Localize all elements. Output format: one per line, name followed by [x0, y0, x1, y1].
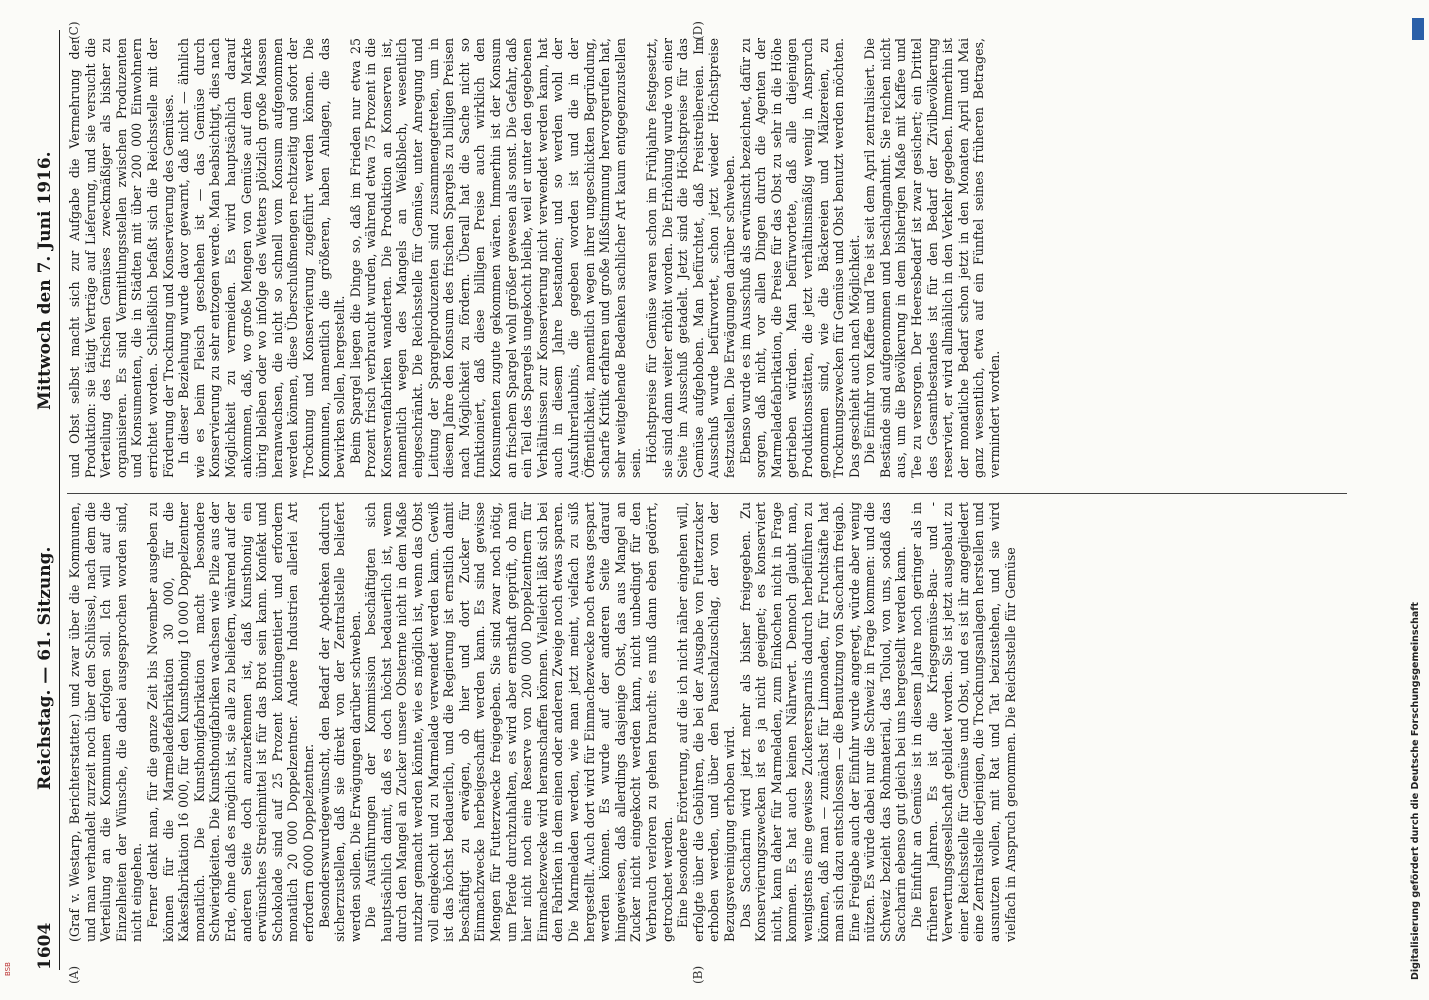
margin-marker-a: (A)	[67, 965, 81, 984]
margin-marker-d: (D)	[691, 21, 705, 40]
paragraph: Die Ausführungen der Kommission beschäftigten sich hauptsächlich damit, daß es doch höchst bedauerlich ist, wenn durch den Mangel an Zucker unsere Obsternte nicht in dem Maße nutzbar gemacht werden könnte, wie es möglich ist, wenn das Obst voll eingekocht und zu Marmelade verwendet werden kann. Gewiß ist das höchst bedauerlich, und die Regierung ist ernstlich damit beschäftigt zu erwägen, ob hier und dort Zucker für Einmachzwecke herbeigeschafft werden kann. Es sind gewisse Mengen für Futterzwecke freigegeben. Sie sind zwar noch nötig, um Pferde durchzuhalten, es wird aber ernsthaft geprüft, ob man hier nicht noch eine Reserve von 200 000 Doppelzentnern für Einmachezwecke wird heranschaffen können. Vielleicht läßt sich bei den Fabriken in dem einen oder anderen Zweige noch etwas sparen. Die Marmeladen werden, wie man jetzt meint, vielfach zu süß hergestellt. Auch dort wird für Einmachezwecke noch etwas gespart werden können. Es wurde auf der anderen Seite darauf hingewiesen, daß allerdings dasjenige Obst, das aus Mangel an Zucker nicht eingekocht werden kann, nicht unbedingt für den Verbrauch verloren zu gehen braucht: es muß dann eben gedörrt, getrocknet werden.	[363, 502, 675, 942]
paragraph: Die Einfuhr von Kaffee und Tee ist seit dem April zentralisiert. Die Bestände sind aufgenommen und beschlagnahmt. Sie reichen nicht aus, um die Bevölkerung in dem bisherigen Maße mit Kaffee und Tee zu versorgen. Der Heeresbedarf ist zwar gesichert; ein Drittel des Gesamtbestandes ist für den Bedarf der Zivilbevölkerung reserviert, er wird allmählich in den Verkehr gegeben. Immerhin ist der monatliche Bedarf schon jetzt in den Monaten April und Mai ganz wesentlich, etwa auf ein Fünftel seines früheren Betrages, vermindert worden.	[862, 38, 1003, 478]
library-stamp: BSB	[4, 962, 12, 976]
paragraph: Besonderswurdegewünscht, den Bedarf der Apotheken dadurch sicherzustellen, daß sie direkt von der Zentralstelle beliefert werden sollen. Die Erwägungen darüber schweben.	[316, 502, 363, 942]
paragraph: Das Saccharin wird jetzt mehr als bisher freigegeben. Zu Konservierungszwecken ist es ja nicht geeignet; es konserviert nicht, kann daher für Marmeladen, zum Einkochen nicht in Frage kommen. Es hat auch keinen Nährwert. Dennoch glaubt man, wenigstens eine gewisse Zuckerersparnis dadurch herbeiführen zu können, daß man — zunächst für Limonaden, für Fruchtsäfte hat man sich dazu entschlossen — die Benutzung von Saccharin freigab. Eine Freigabe auch der Einfuhr wurde angeregt, würde aber wenig nützen. Es würde dabei nur die Schweiz in Frage kommen: und die Schweiz bezieht das Rohmaterial, das Toluol, von uns, sodaß das Saccharin ebenso gut gleich bei uns hergestellt werden kann.	[737, 502, 909, 942]
digitization-credit	[1410, 20, 1424, 980]
paragraph: Beim Spargel liegen die Dinge so, daß im Frieden nur etwa 25 Prozent frisch verbraucht wurden, während etwa 75 Prozent in die Konservenfabriken wanderten. Die Produktion an Konserven ist, namentlich wegen des Mangels an Weißblech, wesentlich eingeschränkt. Die Reichsstelle für Gemüse, unter Anregung und Leitung der Spargelproduzenten sind zusammengetreten, um in diesem Jahre den Konsum des frischen Spargels zu billigen Preisen nach Möglichkeit zu fördern. Überall hat die Sache nicht so funktioniert, daß diese billigen Preise auch wirklich den Konsumenten zugute gekommen wären. Immerhin ist der Konsum an frischem Spargel wohl größer gewesen als sonst. Die Gefahr, daß ein Teil des Spargels ungekocht bleibe, weil er unter den gegebenen Verhältnissen zur Konservierung nicht verwendet werden kann, hat auch in diesem Jahre bestanden; und so werden wohl der Ausfuhrerlaubnis, die gegeben worden ist und die in der Öffentlichkeit, namentlich wegen ihrer ungeschickten Begründung, scharfe Kritik erfahren und große Mißstimmung hervorgerufen hat, sehr weitgehende Bedenken sachlicher Art kaum entgegenzustellen sein.	[347, 38, 644, 478]
paragraph: und Obst selbst macht sich zur Aufgabe die Vermehrung der Produktion: sie tätigt Verträge auf Lieferung, und sie versucht die Verteilung des frischen Gemüses zweckmäßiger als bisher zu organisieren. Es sind Vermittlungsstellen zwischen Produzenten und Konsumenten, die in Städten mit über 200 000 Einwohnern errichtet worden. Schließlich befaßt sich die Reichsstelle mit der Förderung der Trocknung und Konservierung des Gemüses.	[67, 38, 176, 478]
paragraph: (Graf v. Westarp, Berichterstatter.) und zwar über die Kommunen, und man verhandelt zurzeit noch über den Schlüssel, nach dem die Verteilung an die Kommunen erfolgen soll. Ich will auf die Einzelheiten der Wünsche, die dabei ausgesprochen worden sind, nicht eingehen.	[67, 502, 145, 942]
left-column	[67, 502, 1347, 942]
paragraph: Ferner denkt man, für die ganze Zeit bis November ausgeben zu können für die Marmeladefabrikation 30 000, für die Kakesfabrikation 16 000, für den Kunsthonig 10 000 Doppelzentner monatlich. Die Kunsthonigfabrikation macht besondere Schwierigkeiten. Die Kunsthonigfabriken wachsen wie Pilze aus der Erde, ohne daß es möglich ist, sie alle zu beliefern, während auf der anderen Seite doch anzuerkennen ist, daß Kunsthonig ein erwünschtes Streichmittel ist für das Brot sein kann. Konfekt und Schokolade sind auf 25 Prozent kontingentiert und erfordern monatlich 20 000 Doppelzentner. Andere Industrien allerlei Art erfordern 6000 Doppelzentner.	[144, 502, 316, 942]
page-number: 1604	[35, 922, 55, 970]
column-divider	[67, 493, 1347, 494]
page-header	[33, 30, 60, 970]
credit-text: Digitalisierung gefördert durch die Deutsche Forschungsgemeinschaft	[1410, 602, 1421, 980]
rotated-page	[5, 10, 1365, 990]
paragraph: Eine besondere Erörterung, auf die ich nicht näher eingehen will, erfolgte über die Gebühren, die bei der Ausgabe von Futterzucker erhoben werden, und über den Pauschalzuschlag, der von der Bezugsvereinigung erhoben wird.	[675, 502, 737, 942]
right-column	[67, 38, 1347, 478]
paragraph: Höchstpreise für Gemüse waren schon im Frühjahre festgesetzt, sie sind dann weiter erhöht worden. Die Erhöhung wurde von einer Seite im Ausschuß getadelt. Jetzt sind die Höchstpreise für das Gemüse aufgehoben. Man befürchtet, daß Preistreibereien. Im Ausschuß wurde befürwortet, schon jetzt wieder Höchstpreise festzustellen. Die Erwägungen darüber schweben.	[643, 38, 737, 478]
session-date: Mittwoch den 7. Juni 1916.	[35, 151, 55, 410]
paragraph: Ebenso wurde es im Ausschuß als erwünscht bezeichnet, dafür zu sorgen, daß nicht, vor allen Dingen durch die Agenten der Marmeladefabrikation, die Preise für das Obst zu sehr in die Höhe getrieben würden. Man befürwortete, daß alle diejenigen Produktionsstätten, die jetzt verhältnismäßig wenig in Anspruch genommen sind, wie die Bäckereien und Mälzereien, zu Trocknungszwecken für Gemüse und Obst benutzt werden möchten. Das geschieht auch nach Möglichkeit.	[737, 38, 862, 478]
session-title: Reichstag. — 61. Sitzung.	[35, 546, 55, 790]
margin-marker-c: (C)	[67, 21, 81, 40]
margin-marker-b: (B)	[691, 965, 705, 984]
paragraph: In dieser Beziehung wurde davor gewarnt, daß nicht — ähnlich wie es beim Fleisch geschehen ist — das Gemüse durch Konservierung zu sehr entzogen werde. Man beabsichtigt, dies nach Möglichkeit zu vermeiden. Es wird hauptsächlich darauf ankommen, daß, wo große Mengen von Gemüse auf dem Markte übrig bleiben oder wo infolge des Wetters plötzlich große Massen heranwachsen, die nicht so schnell vom Konsum aufgenommen werden können, diese Überschußmengen rechtzeitig und sofort der Trocknung und Konservierung zugeführt werden können. Die Kommunen, namentlich die größeren, haben Anlagen, die das bewirken sollen, hergestellt.	[176, 38, 348, 478]
paragraph: Die Einfuhr an Gemüse ist in diesem Jahre noch geringer als in früheren Jahren. Es ist die Kriegsgemüse-Bau- und -Verwertungsgesellschaft gebildet worden. Sie ist jetzt ausgebaut zu einer Reichsstelle für Gemüse und Obst, und es ist ihr angegliedert eine Zentralstelle derjenigen, die Trocknungsanlagen herstellen und ausnutzen wollen, mit Rat und Tat beizustehen, und sie wird vielfach in Anspruch genommen. Die Reichsstelle für Gemüse	[909, 502, 1018, 942]
